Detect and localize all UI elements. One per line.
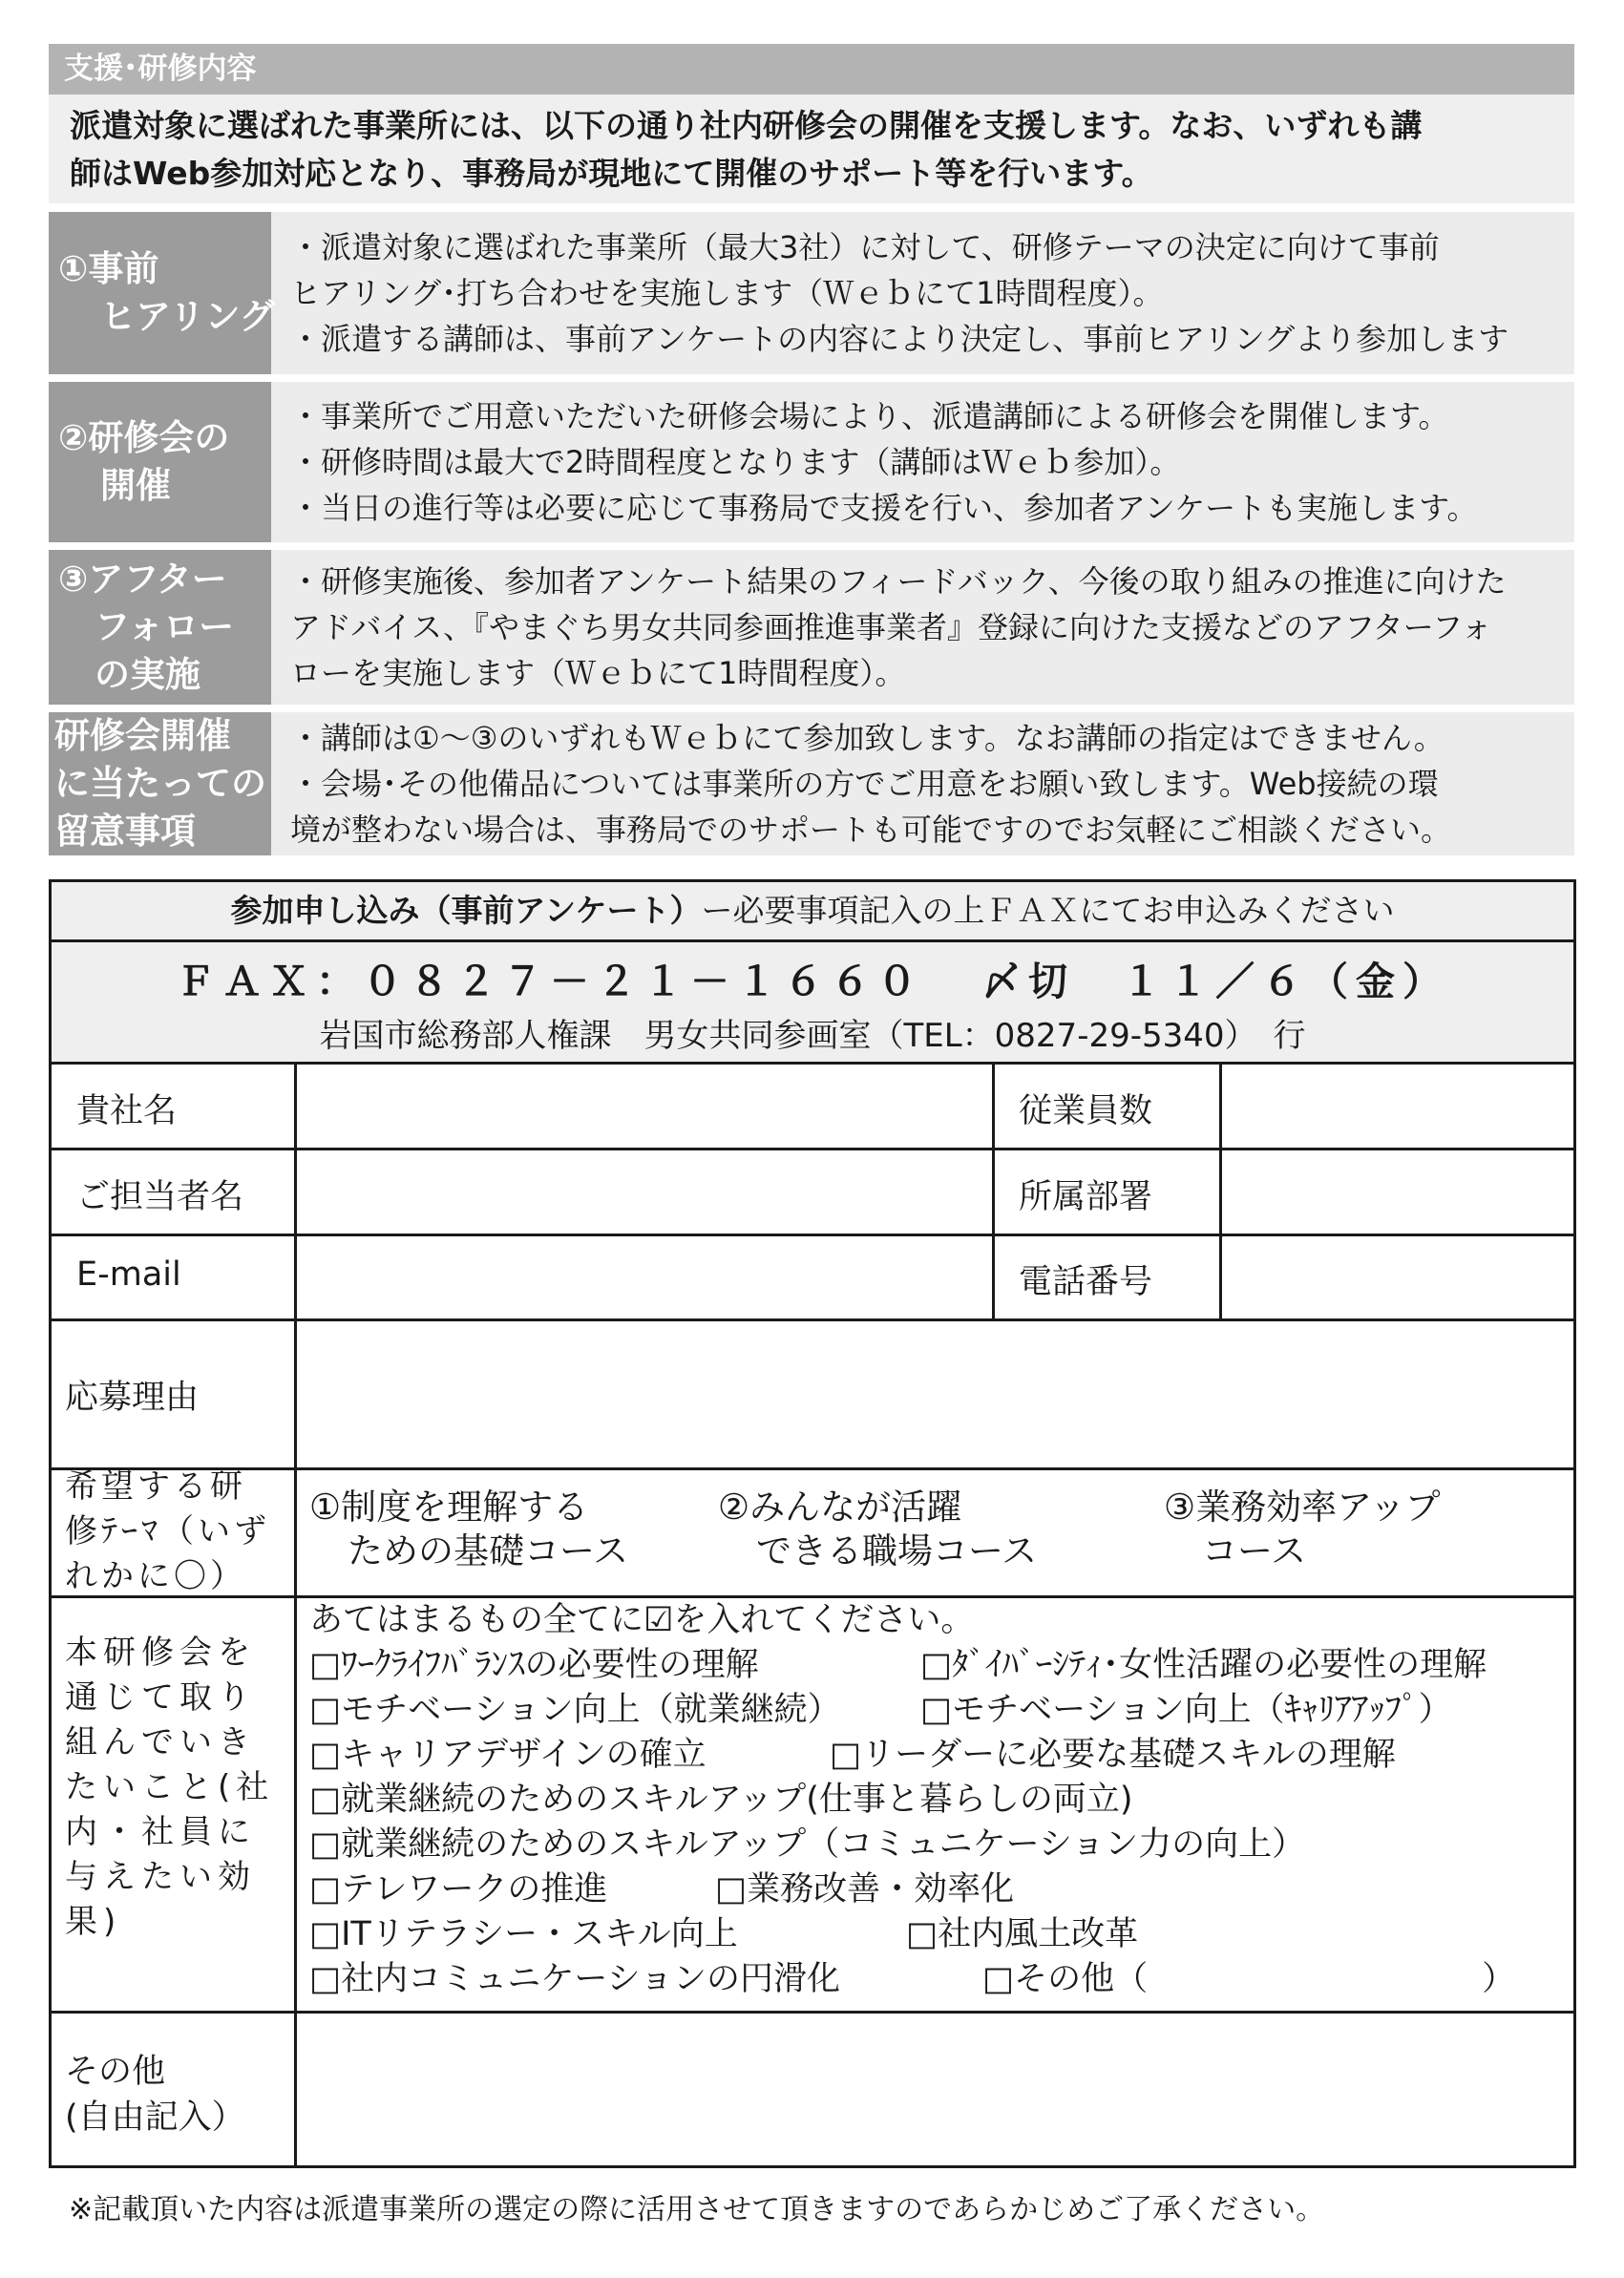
course-line: ための基礎コース xyxy=(348,1530,629,1571)
course-line: ①制度を理解する xyxy=(309,1487,589,1528)
deadline: 〆切 １１／６（金） xyxy=(981,959,1449,1004)
label-line: たいこと(社 xyxy=(65,1768,275,1806)
course-line: ②みんなが活躍 xyxy=(718,1487,962,1528)
checklist-row xyxy=(309,1643,1515,1688)
label-line: 希望する研 xyxy=(65,1467,246,1506)
text-line: ・事業所でご用意いただいた研修会場により、派遣講師による研修会を開催します。 xyxy=(290,398,1449,434)
label-line: (自由記入） xyxy=(65,2099,245,2137)
checkbox-item[interactable]: □リーダーに必要な基礎スキルの理解 xyxy=(830,1736,1396,1774)
label-line: 組んでいき xyxy=(65,1723,256,1761)
label-line: 留意事項 xyxy=(54,811,196,852)
intro-line: 派遣対象に選ばれた事業所には、以下の通り社内研修会の開催を支援します。なお、いずれも講 xyxy=(70,107,1423,144)
apply-title: 参加申し込み（事前アンケート） xyxy=(230,892,702,929)
checklist-row xyxy=(309,1688,1515,1733)
checkbox-item[interactable]: □社内風土改革 xyxy=(906,1915,1139,1953)
checkbox-item[interactable]: □テレワークの推進 xyxy=(309,1870,608,1909)
reason-field[interactable] xyxy=(297,1321,1573,1467)
text-line: ・派遣対象に選ばれた事業所（最大3社）に対して、研修テーマの決定に向けて事前 xyxy=(290,229,1440,265)
text-line: ・会場･その他備品については事業所の方でご用意をお願い致します。Web接続の環 xyxy=(290,766,1439,802)
text-line: ・派遣する講師は、事前アンケートの内容により決定し、事前ヒアリングより参加します xyxy=(290,321,1509,357)
support-row-text xyxy=(290,550,1567,705)
label-line: 修ﾃｰﾏ（いず xyxy=(65,1512,270,1550)
section-header: 支援･研修内容 xyxy=(49,44,1574,95)
phone-field[interactable] xyxy=(1222,1236,1573,1318)
course-line: コース xyxy=(1202,1530,1307,1571)
label-line: フォロー xyxy=(95,606,235,647)
label-line: ①事前 xyxy=(58,248,159,289)
employees-field[interactable] xyxy=(1222,1065,1573,1148)
application-form xyxy=(49,879,1576,2168)
department-label: 所属部署 xyxy=(1019,1178,1153,1216)
label-line: に当たっての xyxy=(54,763,266,804)
department-field[interactable] xyxy=(1222,1150,1573,1234)
checklist-row xyxy=(309,1912,1515,1957)
label-line: ③アフター xyxy=(58,559,227,600)
course-option-efficiency[interactable] xyxy=(1164,1486,1441,1573)
support-row-notes xyxy=(49,712,1574,855)
apply-note: ー必要事項記入の上ＦＡＸにてお申込みください xyxy=(701,892,1395,929)
intro-line: 師はWeb参加対応となり、事務局が現地にて開催のサポート等を行います。 xyxy=(70,155,1153,192)
label-line: 開催 xyxy=(100,465,171,506)
support-row-followup xyxy=(49,550,1574,705)
text-line: ローを実施します（Ｗｅｂにて1時間程度）。 xyxy=(290,655,906,691)
checkbox-item[interactable]: □ﾀﾞｲﾊﾞｰｼﾃｨ･女性活躍の必要性の理解 xyxy=(920,1646,1487,1684)
employees-label: 従業員数 xyxy=(1019,1092,1153,1130)
checkbox-item[interactable]: □キャリアデザインの確立 xyxy=(309,1736,707,1774)
divider xyxy=(52,1467,1573,1470)
checklist-row xyxy=(309,1957,1515,2002)
divider xyxy=(992,1062,995,1318)
label-line: 本研修会を xyxy=(65,1634,256,1672)
reason-label: 応募理由 xyxy=(65,1379,200,1417)
support-row-label xyxy=(49,212,275,374)
checkbox-item[interactable]: □モチベーション向上（就業継続） xyxy=(309,1691,841,1729)
fax-number: ＦＡＸ：０８２７－２１－１６６０ xyxy=(176,959,924,1004)
fax-line xyxy=(52,950,1573,1006)
course-line: ③業務効率アップ xyxy=(1164,1487,1441,1528)
label-line: ヒアリング xyxy=(100,296,275,337)
course-line: できる職場コース xyxy=(756,1530,1038,1571)
checkbox-item[interactable]: □モチベーション向上（ｷｬﾘｱｱｯﾌﾟ） xyxy=(920,1691,1452,1729)
label-line: 研修会開催 xyxy=(54,715,231,756)
support-row-text xyxy=(290,382,1567,542)
other-label xyxy=(65,2049,245,2141)
checkbox-item[interactable]: □社内コミュニケーションの円滑化 xyxy=(309,1960,840,1998)
company-field[interactable] xyxy=(297,1065,992,1148)
fax-address: 岩国市総務部人権課 男女共同参画室（TEL：0827-29-5340） 行 xyxy=(319,1017,1306,1055)
text-line: ・講師は①～③のいずれもＷｅｂにて参加致します。なお講師の指定はできません。 xyxy=(290,720,1445,756)
support-row-text xyxy=(290,712,1567,855)
email-label: E-mail xyxy=(76,1255,181,1294)
checkbox-item[interactable]: □就業継続のためのスキルアップ（コミュニケーション力の向上） xyxy=(309,1825,1306,1864)
label-line: の実施 xyxy=(95,654,200,695)
text-line: アドバイス、『やまぐち男女共同参画推進事業者』登録に向けた支援などのアフターフォ xyxy=(290,609,1492,645)
text-line: ・研修実施後、参加者アンケート結果のフィードバック、今後の取り組みの推進に向けた xyxy=(290,563,1507,600)
support-row-label xyxy=(49,382,271,542)
course-label xyxy=(65,1465,270,1599)
course-option-basic[interactable] xyxy=(309,1486,628,1573)
support-row-label xyxy=(49,712,271,855)
support-row-text xyxy=(290,212,1567,374)
support-row-event xyxy=(49,382,1574,542)
goals-checklist xyxy=(309,1598,1515,2002)
checkbox-item[interactable]: □就業継続のためのスキルアップ(仕事と暮らしの両立) xyxy=(309,1781,1133,1819)
contact-label: ご担当者名 xyxy=(76,1178,244,1216)
checklist-row xyxy=(309,1823,1515,1867)
text-line: 境が整わない場合は、事務局でのサポートも可能ですのでお気軽にご相談ください。 xyxy=(290,812,1452,848)
label-line: 果) xyxy=(65,1903,122,1941)
checklist-row xyxy=(309,1778,1515,1823)
other-field[interactable] xyxy=(297,2014,1573,2165)
intro-text xyxy=(49,95,1574,203)
fax-box xyxy=(52,942,1573,1062)
goals-label xyxy=(65,1631,274,1945)
label-line: 通じて取り xyxy=(65,1678,256,1717)
support-row-label xyxy=(49,550,271,705)
checkbox-item[interactable]: □ITリテラシー・スキル向上 xyxy=(309,1915,738,1953)
footnote: ※記載頂いた内容は派遣事業所の選定の際に活用させて頂きますのであらかじめご了承ください。 xyxy=(69,2193,1325,2226)
label-line: 内・社員に xyxy=(65,1813,256,1851)
label-line: 与えたい効 xyxy=(65,1858,256,1896)
text-line: ヒアリング･打ち合わせを実施します（Ｗｅｂにて1時間程度）。 xyxy=(290,275,1164,311)
text-line: ・研修時間は最大で2時間程度となります（講師はＷｅｂ参加）。 xyxy=(290,444,1181,480)
contact-field[interactable] xyxy=(297,1150,992,1234)
label-line: ②研修会の xyxy=(58,417,230,458)
email-field[interactable] xyxy=(297,1236,992,1318)
company-label: 貴社名 xyxy=(76,1092,178,1130)
checklist-row xyxy=(309,1867,1515,1912)
checkbox-item[interactable]: □業務改善・効率化 xyxy=(715,1870,1015,1909)
text-line: ・当日の進行等は必要に応じて事務局で支援を行い、参加者アンケートも実施します。 xyxy=(290,490,1478,526)
checkbox-item[interactable]: □ﾜｰｸﾗｲﾌﾊﾞﾗﾝｽの必要性の理解 xyxy=(309,1646,759,1684)
goals-instruction: あてはまるもの全てに☑を入れてください。 xyxy=(309,1601,975,1639)
apply-header xyxy=(52,882,1573,939)
checkbox-item[interactable]: □その他（ ） xyxy=(982,1960,1516,1998)
support-row-hearing xyxy=(49,212,1574,374)
phone-label: 電話番号 xyxy=(1019,1263,1153,1301)
course-option-workplace[interactable] xyxy=(718,1486,1037,1573)
checklist-row xyxy=(309,1733,1515,1778)
label-line: その他 xyxy=(65,2053,166,2091)
label-line: れかに〇） xyxy=(65,1557,246,1595)
